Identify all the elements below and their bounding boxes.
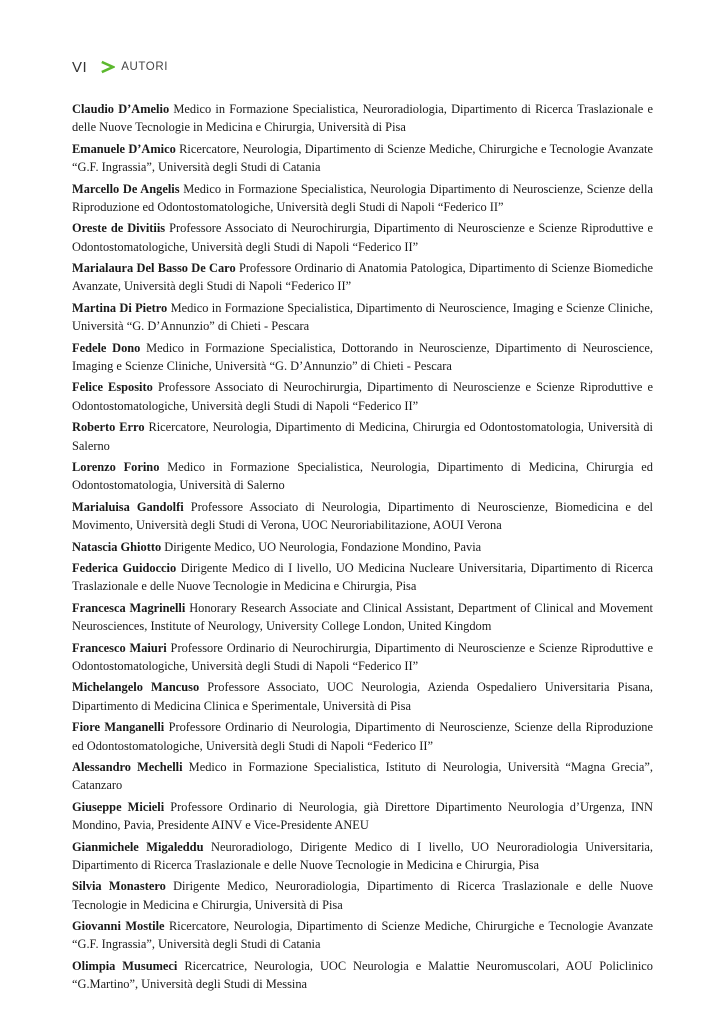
author-name: Emanuele D’Amico — [72, 141, 176, 156]
author-name: Silvia Monastero — [72, 879, 166, 894]
author-entry — [72, 599, 653, 636]
author-name: Natascia Ghiotto — [72, 539, 162, 554]
author-affiliation: Dirigente Medico, UO Neurologia, Fondazione Mondino, Pavia — [164, 539, 482, 554]
author-name: Giuseppe Micieli — [72, 799, 165, 814]
author-affiliation: Ricercatore, Neurologia, Dipartimento di Scienze Mediche, Chirurgiche e Tecnologie Avanzate “G.F. Ingrassia”, Università degli Studi di Catania — [72, 141, 653, 175]
author-affiliation: Professore Associato di Neurochirurgia, Dipartimento di Neuroscienze e Scienze Riproduttive e Odontostomatologiche, Università degli Studi di Napoli “Federico II” — [72, 221, 654, 254]
running-head — [72, 58, 168, 76]
author-affiliation: Dirigente Medico, Neuroradiologia, Dipartimento di Ricerca Traslazionale e delle Nuove Tecnologie in Medicina e Chirurgia, Università di Pisa — [72, 879, 653, 912]
author-entry — [72, 877, 653, 914]
author-entry — [72, 299, 653, 336]
author-affiliation: Professore Associato, UOC Neurologia, Azienda Ospedaliero Universitaria Pisana, Dipartimento di Medicina Clinica e Sperimentale, Università di Pisa — [72, 680, 654, 713]
author-affiliation: Professore Ordinario di Neurologia, già Direttore Dipartimento Neurologia d’Urgenza, INN Mondino, Pavia, Presidente AINV e Vice-Presidente ANEU — [72, 799, 653, 833]
author-name: Alessandro Mechelli — [72, 759, 183, 774]
page-number: VI — [72, 58, 88, 76]
author-name: Marcello De Angelis — [72, 181, 180, 196]
author-name: Giovanni Mostile — [72, 919, 165, 934]
author-affiliation: Professore Ordinario di Neurochirurgia, Dipartimento di Neuroscienze e Scienze Riproduttive e Odontostomatologiche, Università degli Studi di Napoli “Federico II” — [72, 640, 653, 673]
author-entry — [72, 758, 653, 795]
author-entry — [72, 259, 653, 296]
author-name: Olimpia Musumeci — [72, 958, 178, 973]
author-name: Lorenzo Forino — [72, 460, 160, 475]
section-label: AUTORI — [121, 61, 169, 73]
author-entry — [72, 838, 653, 875]
author-entry — [72, 219, 653, 256]
author-entry — [72, 957, 653, 994]
author-name: Michelangelo Mancuso — [72, 680, 200, 695]
author-name: Francesco Maiuri — [72, 640, 167, 655]
author-affiliation: Medico in Formazione Specialistica, Istituto di Neurologia, Università “Magna Grecia”, Catanzaro — [72, 759, 653, 793]
chevron-right-icon — [101, 60, 115, 74]
author-entry — [72, 378, 653, 415]
author-affiliation: Professore Ordinario di Anatomia Patologica, Dipartimento di Scienze Biomediche Avanzate, Università degli Studi di Napoli “Federico II” — [72, 261, 653, 294]
author-entry — [72, 538, 653, 556]
author-name: Roberto Erro — [72, 420, 145, 435]
author-affiliation: Medico in Formazione Specialistica, Neurologia Dipartimento di Neuroscienze, Scienze della Riproduzione ed Odontostomatologiche, Università degli Studi di Napoli “Federico II” — [72, 181, 653, 214]
author-affiliation: Neuroradiologo, Dirigente Medico di I livello, UO Neuroradiologia Universitaria, Dipartimento di Ricerca Traslazionale e delle Nuove Tecnologie in Medicina e Chirurgia, Pisa — [72, 839, 653, 872]
author-entry — [72, 639, 653, 676]
author-affiliation: Ricercatrice, Neurologia, UOC Neurologia e Malattie Neuromuscolari, AOU Policlinico “G.Martino”, Università degli Studi di Messina — [72, 958, 653, 992]
author-affiliation: Medico in Formazione Specialistica, Neurologia, Dipartimento di Medicina, Chirurgia ed Odontostomatologia, Università di Salerno — [72, 460, 653, 493]
author-name: Federica Guidoccio — [72, 561, 177, 576]
author-list — [72, 100, 653, 997]
author-name: Oreste de Divitiis — [72, 221, 166, 236]
author-affiliation: Ricercatore, Neurologia, Dipartimento di Medicina, Chirurgia ed Odontostomatologia, Università di Salerno — [72, 420, 653, 453]
author-affiliation: Medico in Formazione Specialistica, Dottorando in Neuroscienze, Dipartimento di Neuroscience, Imaging e Scienze Cliniche, Università “G. D’Annunzio” di Chieti - Pescara — [72, 340, 653, 373]
author-name: Gianmichele Migaleddu — [72, 839, 204, 854]
author-affiliation: Professore Associato di Neurochirurgia, Dipartimento di Neuroscienze e Scienze Riproduttive e Odontostomatologiche, Università degli Studi di Napoli “Federico II” — [72, 380, 653, 413]
author-name: Fiore Manganelli — [72, 720, 165, 735]
author-entry — [72, 559, 653, 596]
author-affiliation: Honorary Research Associate and Clinical Assistant, Department of Clinical and Movement Neurosciences, Institute of Neurology, University College London, United Kingdom — [72, 600, 653, 634]
author-entry — [72, 140, 653, 177]
author-entry — [72, 458, 653, 495]
author-name: Fedele Dono — [72, 340, 141, 355]
author-name: Marialuisa Gandolfi — [72, 499, 184, 514]
author-affiliation: Medico in Formazione Specialistica, Neuroradiologia, Dipartimento di Ricerca Traslazionale e delle Nuove Tecnologie in Medicina e Chirurgia, Università di Pisa — [72, 102, 654, 135]
author-entry — [72, 100, 653, 137]
author-entry — [72, 498, 653, 535]
author-affiliation: Ricercatore, Neurologia, Dipartimento di Scienze Mediche, Chirurgiche e Tecnologie Avanzate “G.F. Ingrassia”, Università degli Studi di Catania — [72, 919, 653, 952]
author-entry — [72, 180, 653, 217]
author-affiliation: Professore Ordinario di Neurologia, Dipartimento di Neuroscienze, Scienze della Riproduzione ed Odontostomatologiche, Università degli Studi di Napoli “Federico II” — [72, 720, 653, 753]
author-entry — [72, 718, 653, 755]
author-affiliation: Dirigente Medico di I livello, UO Medicina Nucleare Universitaria, Dipartimento di Ricerca Traslazionale e delle Nuove Tecnologie in Medicina e Chirurgia, Pisa — [72, 561, 654, 594]
author-name: Felice Esposito — [72, 380, 153, 395]
author-name: Martina Di Pietro — [72, 300, 168, 315]
author-entry — [72, 339, 653, 376]
author-entry — [72, 917, 653, 954]
author-entry — [72, 678, 653, 715]
author-name: Claudio D’Amelio — [72, 102, 170, 116]
author-affiliation: Medico in Formazione Specialistica, Dipartimento di Neuroscience, Imaging e Scienze Cliniche, Università “G. D’Annunzio” di Chieti - Pescara — [72, 300, 653, 334]
author-affiliation: Professore Associato di Neurologia, Dipartimento di Neuroscienze, Biomedicina e del Movimento, Università degli Studi di Verona, UOC Neuroriabilitazione, AOUI Verona — [72, 499, 653, 533]
author-name: Marialaura Del Basso De Caro — [72, 261, 236, 276]
author-entry — [72, 798, 653, 835]
author-entry — [72, 418, 653, 455]
author-name: Francesca Magrinelli — [72, 600, 186, 615]
